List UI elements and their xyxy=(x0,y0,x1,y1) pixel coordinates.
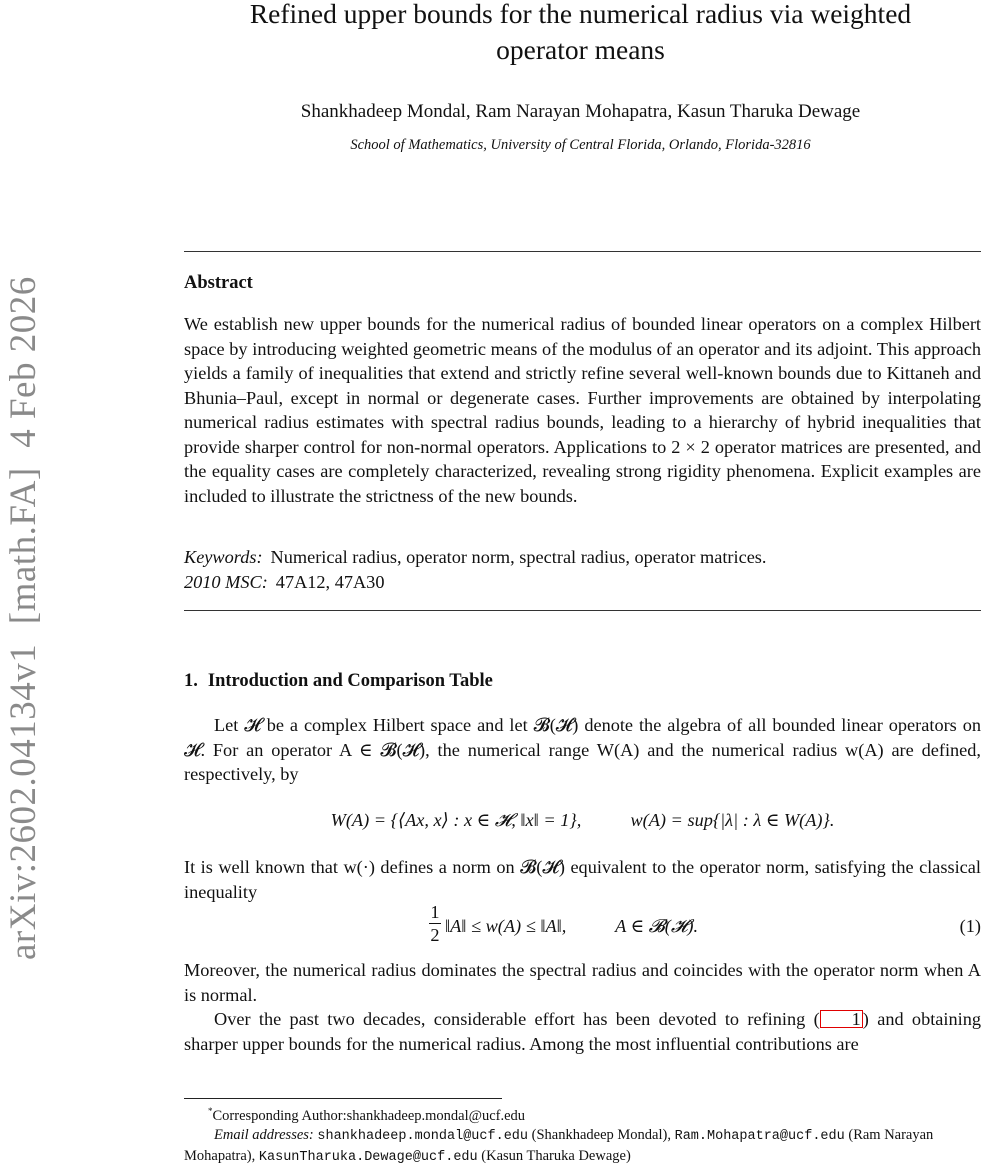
fraction-bar xyxy=(429,923,441,924)
email-link-3[interactable]: KasunTharuka.Dewage@ucf.edu xyxy=(258,1149,478,1165)
intro-paragraph-1: Let 𝓗 be a complex Hilbert space and let 𝓑(𝓗) denote the algebra of all bounded linear operators on 𝓗. For an operator A ∈ 𝓑(𝓗), the numerical range W(A) and the numerical radius w(A) are defined, respectively, by xyxy=(184,715,981,784)
email-link-1[interactable]: shankhadeep.mondal@ucf.edu xyxy=(317,1129,529,1145)
email-footnote xyxy=(184,1126,981,1167)
inequality-chain: ‖A‖ ≤ w(A) ≤ ‖A‖, xyxy=(445,916,567,936)
abstract-heading: Abstract xyxy=(184,273,253,293)
email-owner-3: (Kasun Tharuka Dewage) xyxy=(481,1147,631,1164)
footnotes xyxy=(184,1102,981,1167)
title-line-1: Refined upper bounds for the numerical radius via weighted xyxy=(249,0,912,29)
definition-display-equation xyxy=(184,810,981,831)
email-link-2[interactable]: Ram.Mohapatra@ucf.edu xyxy=(674,1129,845,1145)
footnote-mark: * xyxy=(208,1106,213,1116)
abstract-top-rule xyxy=(184,251,981,252)
paper-title xyxy=(180,0,981,68)
numerical-range-definition: W(A) = {⟨Ax, x⟩ : x ∈ 𝓗, ‖x‖ = 1}, xyxy=(330,810,582,830)
fraction-denominator: 2 xyxy=(430,925,440,945)
title-line-2: operator means xyxy=(496,34,665,65)
intro-paragraph-3: Moreover, the numerical radius dominates the spectral radius and coincides with the operator norm when A is normal. xyxy=(184,960,981,1005)
equation-1 xyxy=(184,902,981,952)
msc-line xyxy=(184,570,767,595)
msc-value: 47A12, 47A30 xyxy=(275,571,385,592)
keywords-value: Numerical radius, operator norm, spectral radius, operator matrices. xyxy=(270,547,767,567)
affiliation: School of Mathematics, University of Central Florida, Orlando, Florida-32816 xyxy=(350,137,811,153)
numerical-radius-definition: w(A) = sup{|λ| : λ ∈ W(A)}. xyxy=(630,810,835,830)
intro-paragraph-2: It is well known that w(·) defines a norm on 𝓑(𝓗) equivalent to the operator norm, satisfying the classical inequality xyxy=(184,857,981,902)
p4-text-after: ) and obtaining sharper upper bounds for the numerical radius. Among the most influential contributions are xyxy=(184,1009,981,1054)
intro-paragraph-4 xyxy=(184,1007,981,1056)
corresponding-author-footnote xyxy=(184,1102,981,1126)
email-owner-2: (Ram Narayan Mohapatra), xyxy=(184,1127,934,1164)
email-owner-1: (Shankhadeep Mondal), xyxy=(531,1127,671,1144)
abstract-body: We establish new upper bounds for the numerical radius of bounded linear operators on a complex Hilbert space by introducing weighted geometric means of the modulus of an operator and its adjoint. This approach yields a family of inequalities that extend and strictly refine several well-known bounds due to Kittaneh and Bhunia–Paul, except in normal or degenerate cases. Further improvements are obtained by interpolating numerical radius estimates with spectral radius bounds, leading to a hierarchy of hybrid inequalities that provide sharper control for non-normal operators. Applications to 2 × 2 operator matrices are presented, and the equality cases are completely characterized, revealing strong rigidity phenomena. Explicit examples are included to illustrate the strictness of the new bounds. xyxy=(184,314,981,506)
email-label: Email addresses: xyxy=(214,1127,314,1144)
abstract-bottom-rule xyxy=(184,610,981,611)
p4-text-before: Over the past two decades, considerable effort has been devoted to refining ( xyxy=(214,1009,820,1029)
equation-reference-link[interactable]: 1 xyxy=(820,1010,863,1028)
msc-label: 2010 MSC: xyxy=(184,571,268,592)
author-list: Shankhadeep Mondal, Ram Narayan Mohapatra, Kasun Tharuka Dewage xyxy=(300,101,861,122)
equation-number: (1) xyxy=(959,916,981,936)
arxiv-identifier-stamp: arXiv:2602.04134v1 [math.FA] 4 Feb 2026 xyxy=(3,276,44,960)
keywords-block xyxy=(184,545,767,594)
keywords-label: Keywords: xyxy=(184,547,263,567)
keywords-line xyxy=(184,545,767,570)
fraction-one-half xyxy=(429,902,441,945)
section-title: Introduction and Comparison Table xyxy=(207,671,493,691)
equation-condition: A ∈ 𝓑(𝓗). xyxy=(615,916,699,936)
section-heading xyxy=(184,671,493,692)
section-number: 1. xyxy=(184,671,198,691)
fraction-numerator: 1 xyxy=(430,902,440,922)
equation-1-body xyxy=(445,916,698,937)
corresponding-author-text: Corresponding Author:shankhadeep.mondal@ucf.edu xyxy=(212,1107,526,1124)
footnote-rule xyxy=(184,1098,502,1099)
